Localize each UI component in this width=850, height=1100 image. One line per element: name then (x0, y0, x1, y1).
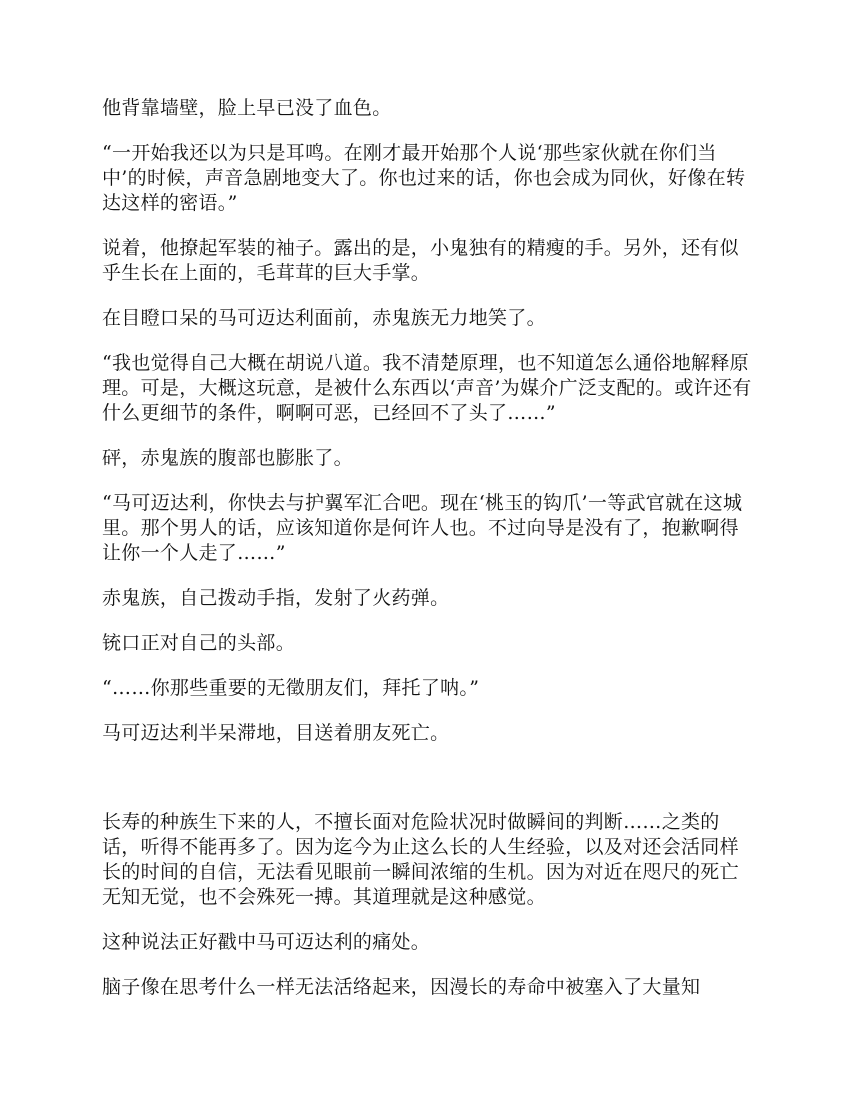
document-body (102, 96, 754, 1020)
paragraph: 长寿的种族生下来的人，不擅长面对危险状况时做瞬间的判断……之类的话，听得不能再多了。因为迄今为止这么长的人生经验，以及对还会活同样长的时间的自信，无法看见眼前一瞬间浓缩的生机。因为对近在咫尺的死亡无知无觉，也不会殊死一搏。其道理就是这种感觉。 (102, 811, 739, 908)
paragraph: “一开始我还以为只是耳鸣。在刚才最开始那个人说‘那些家伙就在你们当中’的时候，声音急剧地变大了。你也过来的话，你也会成为同伙，好像在转达这样的密语。” (102, 142, 746, 214)
paragraph: 在目瞪口呆的马可迈达利面前，赤鬼族无力地笑了。 (102, 307, 546, 329)
paragraph: 砰，赤鬼族的腹部也膨胀了。 (102, 447, 353, 469)
paragraph: 马可迈达利半呆滞地，目送着朋友死亡。 (102, 722, 450, 744)
paragraph: “马可迈达利，你快去与护翼军汇合吧。现在‘桃玉的钩爪’一等武官就在这城里。那个男人的话，应该知道你是何许人也。不过向导是没有了，抱歉啊得让你一个人走了……” (102, 492, 743, 564)
paragraph: 说着，他撩起军装的袖子。露出的是，小鬼独有的精瘦的手。另外，还有似乎生长在上面的，毛茸茸的巨大手掌。 (102, 237, 739, 284)
paragraph: 赤鬼族，自己拨动手指，发射了火药弹。 (102, 587, 450, 609)
paragraph: “我也觉得自己大概在胡说八道。我不清楚原理，也不知道怎么通俗地解释原理。可是，大概这玩意，是被什么东西以‘声音’为媒介广泛支配的。或许还有什么更细节的条件，啊啊可恶，已经回不了头了……” (102, 352, 752, 424)
paragraph: 铳口正对自己的头部。 (102, 632, 296, 654)
paragraph: 这种说法正好戳中马可迈达利的痛处。 (102, 931, 431, 953)
paragraph: “……你那些重要的无徵朋友们，拜托了呐。” (102, 677, 480, 699)
paragraph: 脑子像在思考什么一样无法活络起来，因漫长的寿命中被塞入了大量知 (102, 976, 701, 998)
paragraph: 他背靠墙壁，脸上早已没了血色。 (102, 97, 392, 119)
